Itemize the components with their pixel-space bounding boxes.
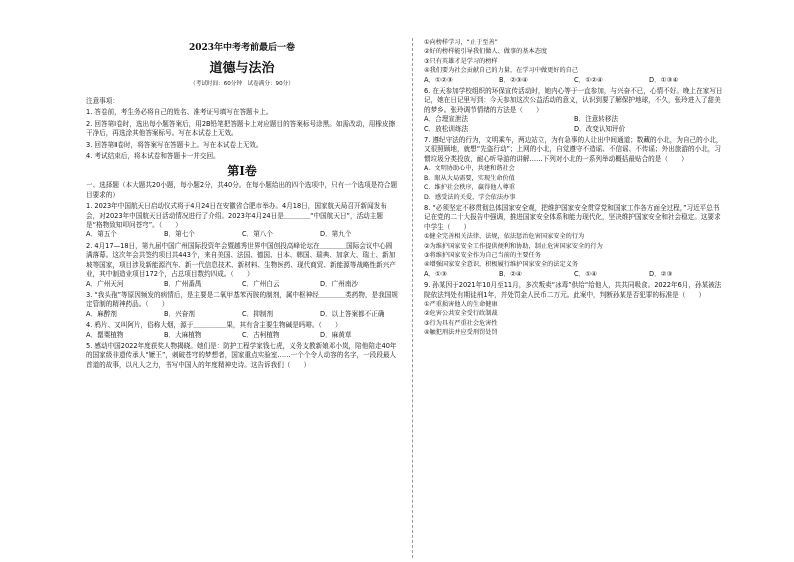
statement-line: D．感受法的关爱，学会依法办事 [424,193,516,201]
question-stem: 3. “我头孢”等原因频发的病情后，是主要是二氧甲基苯丙胺的制剂，属中枢神经＿＿＿＿类药物，是我国规定管制的精神药品。（ ） [86,290,398,309]
option: A．合理宣泄法 [424,115,469,124]
option: D．广州南沙 [320,279,359,288]
question-options [86,331,398,340]
option: B．②③④ [499,75,528,84]
option: D．以上答案都不正确 [320,309,385,318]
option: B．大麻植物 [164,330,202,339]
statement-line: ②好的榜样能引导我们做人、做事的基本态度 [424,48,548,56]
statement-line: ①健全完善相关法律、法规，依法惩治危害国家安全的行为 [424,233,585,241]
statement-line: ①向榜样学习，“止于至善” [424,39,498,46]
notice-item: 2. 回答第Ⅰ卷时，选出每小题答案后，用2B铅笔把答题卡上对应题目的答案标号涂黑。如需改动，用橡皮擦干净后，再选涂其他答案标号。写在本试卷上无效。 [86,119,396,138]
option: A．第五个 [86,230,117,239]
question-stem: 9. 孙某因于2021年10月至11月，多次叛卖“冰毒”供给“给他人，共共同吸食。2022年6月，孙某被法院依法判处有期徒刑1年，并处罚金人民币二万元。此案中，判断孙某是否犯罪的标准是（ ） [424,281,722,299]
option: B．②④ [499,269,522,278]
subject-title: 道德与法治 [209,61,275,76]
question-stem: 2. 4月17—18日，第九届中国广州国际投资年会暨越秀世界中国创投高峰论坛在＿＿＿＿国际会议中心圆满落幕。这次年会共签约项目共443个，来自美国、法国、德国、日本、韩国、瑞典、加拿大、瑞士、新加坡等国家，项目涉及新能源汽车、新一代信息技术、新材料、生物医药、现代商贸、新能源等战略性新兴产业，其中制造业项目172个，占总项目数约四成。（ ） [86,241,396,279]
notice-title: 注意事项： [86,97,119,105]
option: D．②③ [649,269,673,278]
right-column [424,38,724,338]
exam-title: 2023年中考考前最后一卷 [188,43,296,53]
option: A．广州天河 [86,279,124,288]
exam-info: （考试时间：60分钟 试卷满分：90分） [190,81,294,87]
question-stem: 5. 感动中国2022年度获奖人物揭晓。她们是：防护工程学家钱七虎，义务支教新娘邓小岚，陪他陪走40年的国家级非遗传承人“嬷王”，刺破苍穹的梦想者，国家重点实验室……一个个令人动容的名字，一段段最人首道的故事，以凡人之力，书写中国人的年度精神史诗。这告诉我们（ ） [86,341,397,369]
statement-line: ③行为具有严重社会危害性 [424,319,498,327]
statement-line: C．维护社会秩序，赢得他人尊重 [424,184,515,192]
option: C．①④ [574,269,598,278]
left-column [86,38,398,370]
option: B．兴奋剂 [164,309,195,318]
option: C．广州白云 [242,279,280,288]
statement-line: ②危害公共安全受行政制裁 [424,310,498,318]
question-options [424,76,724,85]
notice-item: 4. 考试结束后，将本试卷和答题卡一并交回。 [86,152,220,161]
question-stem: 1. 2023年中国航天日启动仪式将于4月24日在安徽省合肥市举办。4月18日，国家航天局召开新闻发布会，对2023年中国航天日活动情况进行了介绍。2023年4月24日是＿＿＿＿“中国航天日”，活动主题是“格物致知叩问苍穹”。（ ） [86,202,387,230]
statement-line: ③只有英雄才是学习的榜样 [424,57,498,65]
option: A．麻醉剂 [86,309,117,318]
notice-item: 3. 回答第Ⅱ卷时，将答案写在答题卡上。写在本试卷上无效。 [86,140,263,149]
option: A．①③ [424,269,447,278]
statement-line: ④增强国家安全意识，积极履行维护国家安全的法定义务 [424,261,579,269]
volume-title: 第Ⅰ卷 [227,164,257,179]
option: C．①②④ [574,75,603,84]
question-options [86,230,398,239]
statement-line: ①严重损害他人的生命健康 [424,300,498,308]
statement-line: ④我们要为社会贡献自己的力量，在学习中做更好的自己 [424,67,579,75]
question-stem: 4. 鸦片、又叫阿片，俗称大烟，源于＿＿＿＿＿果，其有含主要生物碱是吗啡。（ ） [86,321,342,330]
statement-line: A．文明协助心中，共建和谐社会 [424,165,515,173]
question-options [424,270,724,279]
option: C．古柯植物 [242,330,280,339]
option: B．注意转移法 [574,115,619,124]
question-options [424,125,724,134]
question-stem: 6. 在天参加学校组织的环保宣传活动时，她内心等于一直参加，与兴奋不已，心情不好。晚上在家写日记，她在日记里写到：今天参加这次公益活动的意义，认识到要了解保护地球，不久，张玲进入了甜美的梦乡。张玲调节情绪的方法是（ ） [424,87,723,114]
question-options [424,115,724,124]
question-stem: 8. “必须坚定不移贯彻总体国家安全观，把维护国家安全贯穿党和国家工作各方面全过程，”习近平总书记在党的二十大报告中强调，推进国家安全体系和能力现代化，坚决维护国家安全和社会稳定。这要求中学生（ ） [424,203,721,231]
option: C．第八个 [242,230,273,239]
question-stem: 7. 遵纪守法的行为，文明乘车，两边站立，为有急事的人让出中间通道；数藏的小北，为自己的小北，又很照顾地，就想“先盗行动”；上网的小北，自觉遵守不造谣、不信谣、不传谣；外出旅游的小北，习惯垃圾分类投放，耐心听导游的讲解……下列对小北的一系列举动概括最贴合的是（ ） [424,136,723,163]
statement-line: B．眼从大局需要，实现生命价值 [424,174,515,182]
option: A．罂粟植物 [86,330,124,339]
column-divider [412,38,413,558]
statement-line: ②为维护国家安全工作提供便利和协助，制止危害国家安全的行为 [424,242,603,250]
option: B．广州番禺 [164,279,202,288]
option: A．①②③ [424,75,453,84]
option: D．改变认知评价 [574,124,626,133]
option: D．①③④ [649,75,679,84]
section-intro: 一、选择题（本大题共20小题，每小题2分，共40分。在每小题给出的四个选项中，只有一个选项是符合题目要求的） [86,181,398,199]
statement-line: ④触犯刑法并应受刑罚处罚 [424,329,498,337]
question-options [86,310,398,319]
option: D．麻黄草 [320,330,352,339]
option: D．第九个 [320,230,352,239]
notice-item: 1. 答卷前，考生务必将自己的姓名、准考证号填写在答题卡上。 [86,108,273,117]
option: B．第七个 [164,230,195,239]
statement-line: ③将维护国家安全作为自己当前的主要任务 [424,251,541,259]
option: C．抑制剂 [242,309,273,318]
question-options [86,280,398,289]
option: C．放松训练法 [424,124,469,133]
